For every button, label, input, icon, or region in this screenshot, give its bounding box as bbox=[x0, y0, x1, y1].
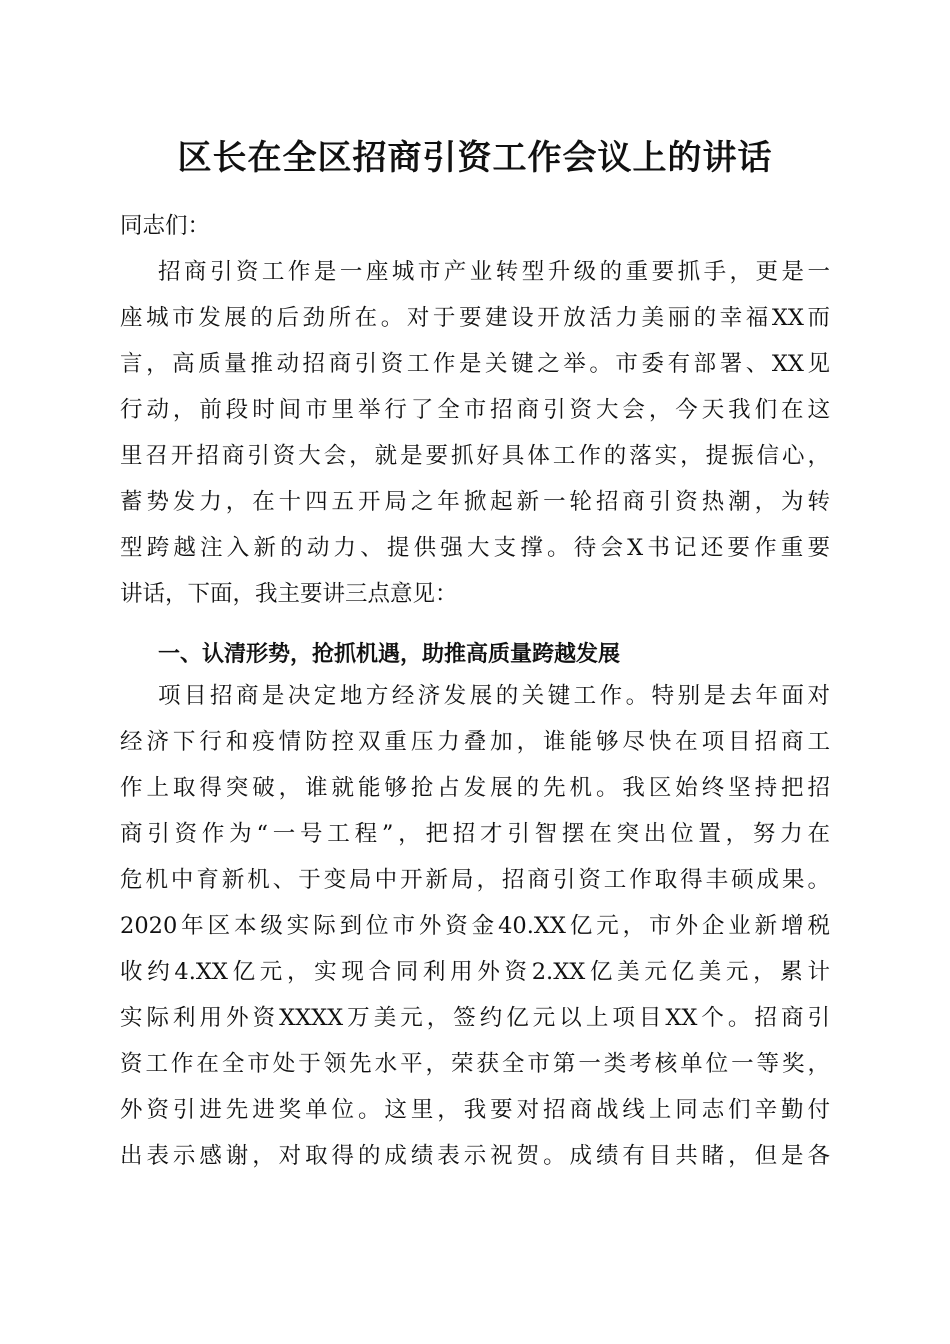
paragraph-line: 项目招商是决定地方经济发展的关键工作。特别是去年面对 bbox=[158, 683, 830, 709]
paragraph-line: 收约4.XX亿元，实现合同利用外资2.XX亿美元亿美元，累计 bbox=[120, 959, 830, 985]
paragraph-line: 里召开招商引资大会，就是要抓好具体工作的落实，提振信心， bbox=[120, 443, 830, 469]
paragraph-line: 商引资作为“一号工程”，把招才引智摆在突出位置，努力在 bbox=[120, 821, 830, 847]
paragraph-line: 出表示感谢，对取得的成绩表示祝贺。成绩有目共睹，但是各 bbox=[120, 1143, 830, 1169]
paragraph-line: 讲话，下面，我主要讲三点意见： bbox=[120, 581, 458, 607]
paragraph-line: 型跨越注入新的动力、提供强大支撑。待会X书记还要作重要 bbox=[120, 535, 830, 561]
paragraph-line: 危机中育新机、于变局中开新局，招商引资工作取得丰硕成果。 bbox=[120, 867, 830, 893]
paragraph-line: 行动，前段时间市里举行了全市招商引资大会，今天我们在这 bbox=[120, 397, 830, 423]
paragraph-line: 作上取得突破，谁就能够抢占发展的先机。我区始终坚持把招 bbox=[120, 775, 830, 801]
document-title: 区长在全区招商引资工作会议上的讲话 bbox=[177, 138, 773, 178]
paragraph-line: 资工作在全市处于领先水平，荣获全市第一类考核单位一等奖， bbox=[120, 1051, 830, 1077]
paragraph-line: 座城市发展的后劲所在。对于要建设开放活力美丽的幸福XX而 bbox=[120, 305, 830, 331]
paragraph-line: 经济下行和疫情防控双重压力叠加，谁能够尽快在项目招商工 bbox=[120, 729, 830, 755]
salutation: 同志们： bbox=[120, 213, 211, 239]
paragraph-line: 招商引资工作是一座城市产业转型升级的重要抓手，更是一 bbox=[158, 259, 830, 285]
paragraph-line: 言，高质量推动招商引资工作是关键之举。市委有部署、XX见 bbox=[120, 351, 830, 377]
paragraph-line: 2020年区本级实际到位市外资金40.XX亿元，市外企业新增税 bbox=[120, 913, 830, 939]
paragraph-line: 外资引进先进奖单位。这里，我要对招商战线上同志们辛勤付 bbox=[120, 1097, 830, 1123]
paragraph-line: 实际利用外资XXXX万美元，签约亿元以上项目XX个。招商引 bbox=[120, 1005, 830, 1031]
section-heading: 一、认清形势，抢抓机遇，助推高质量跨越发展 bbox=[158, 642, 621, 667]
paragraph-line: 蓄势发力，在十四五开局之年掀起新一轮招商引资热潮，为转 bbox=[120, 489, 830, 515]
